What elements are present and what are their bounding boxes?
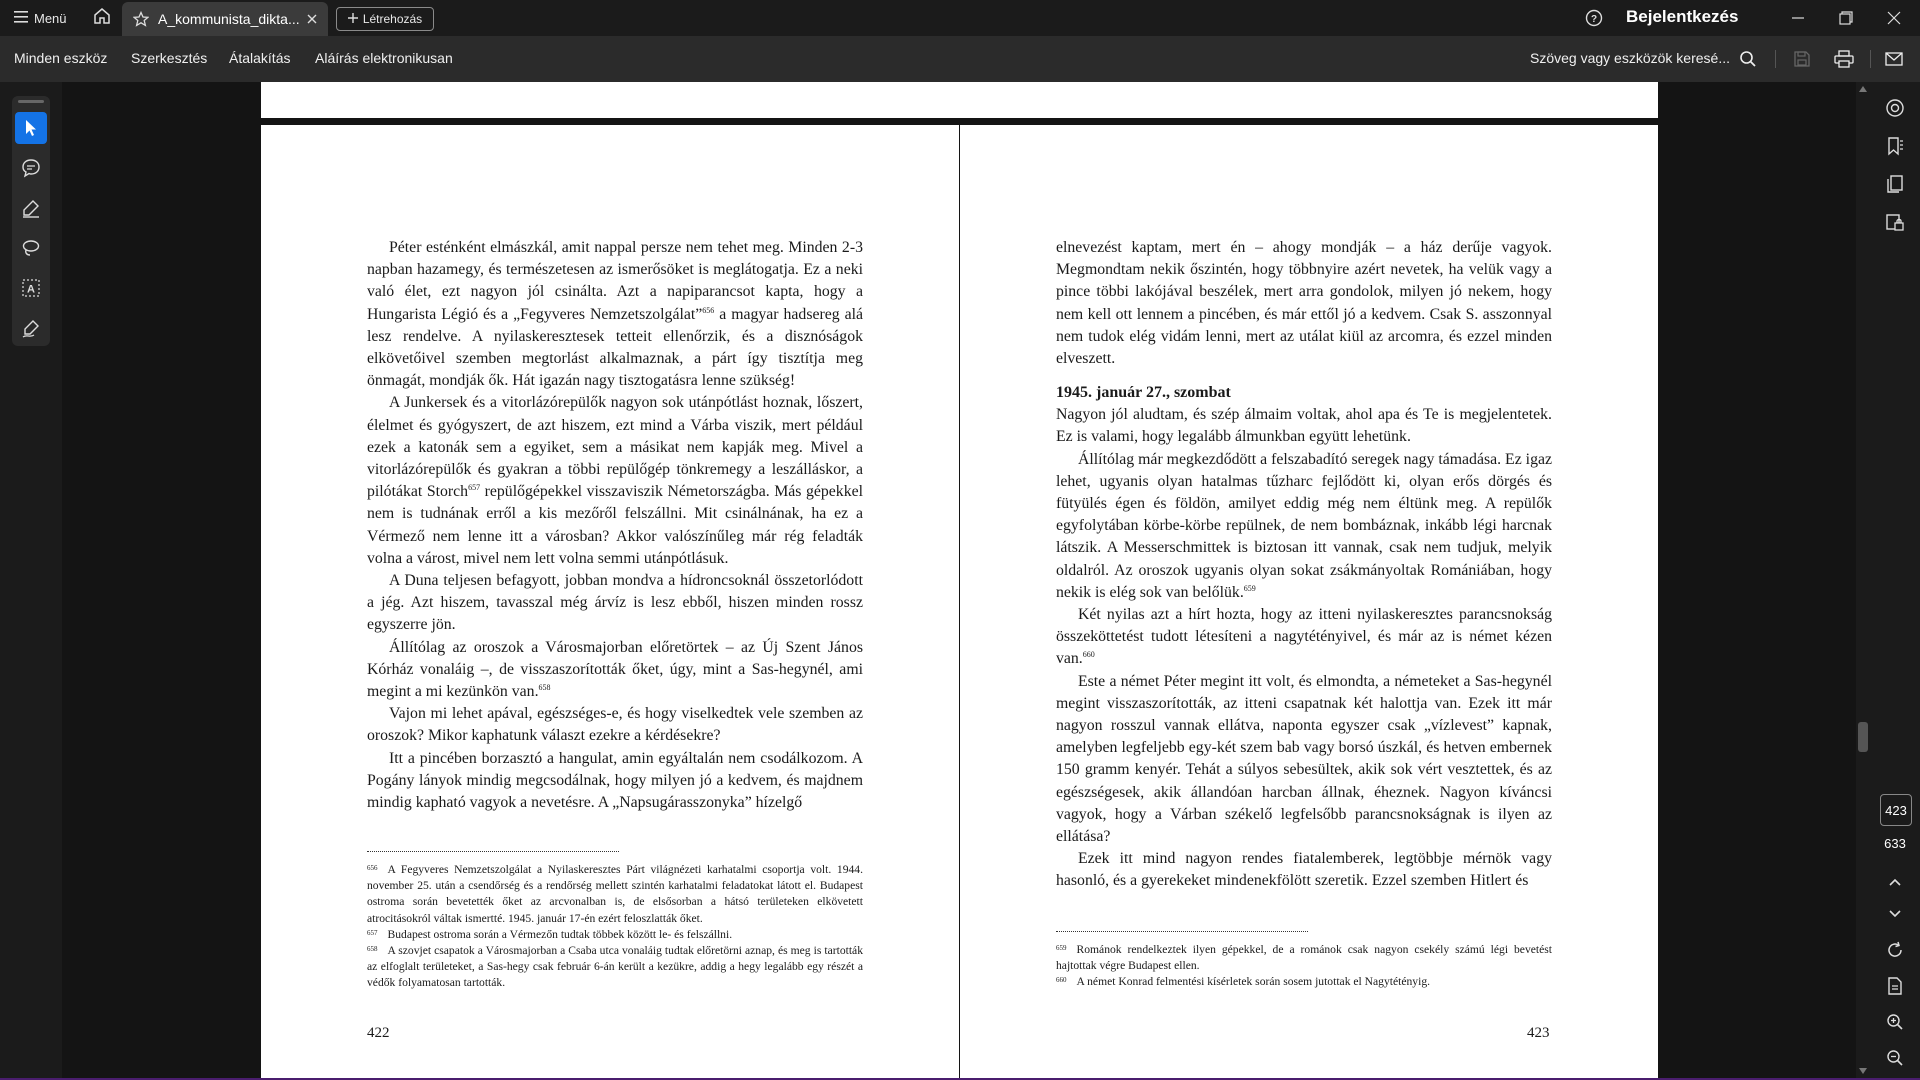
refresh-icon[interactable] — [1883, 938, 1907, 962]
menu-label: Menü — [34, 10, 67, 26]
bookmark-icon[interactable] — [1883, 134, 1907, 158]
footnote: $^{658}$ A szovjet csapatok a Városmajorban a Csaba utca vonaláig tudtak előretörni aznap, és meg is tartották az elfoglalt területeket, a Sas-hegy csak február 6-án került a kezükre, addig a hegy legalább egy részét a védők folyamatosan tartották. — [367, 944, 863, 990]
current-page-input[interactable]: 423 — [1880, 794, 1912, 826]
toolbar-all-tools[interactable]: Minden eszköz — [14, 50, 108, 66]
quick-tools-panel — [12, 96, 50, 346]
close-window-icon[interactable] — [1874, 4, 1914, 32]
cursor-icon[interactable] — [15, 112, 47, 144]
help-icon[interactable] — [1585, 9, 1603, 27]
footnote: $^{659}$ Románok rendelkeztek ilyen gépekkel, de a románok csak nagyon csekély számú légi bevetést hajtottak végre Budapest ellen. — [1056, 943, 1552, 973]
footnote: $^{660}$ A német Konrad felmentési kísérletek során sosem jutottak el Nagytétényig. — [1056, 975, 1431, 989]
paragraph: A Junkersek és a vitorlázórepülők nagyon sok utánpótlást hoznak, lőszert, élelmet és gyógyszert, de azt hiszem, ezt mind a Várba viszik, mert például ezek a katonák sem a egyiket, sem a másikat nem kapják meg. Mivel a vitorlázórepülők és gyakran a többi repülőgép tönkremegy a leszálláskor, a pilótákat Storch$^{657}$ repülőgépekkel visszaviszik Németországba. Más gépekkel nem is tudnának erről a kis mezőről felszállni. Mit csinálnának, ha ez a Vérmező nem lenne itt a városban? Akkor valószínűleg már rég feladták volna a várost, mivel nem lett volna semmi utánpótlásuk. — [367, 394, 863, 567]
star-icon[interactable] — [132, 10, 150, 28]
svg-text:A: A — [27, 283, 35, 296]
create-button[interactable] — [336, 7, 434, 31]
left-page-body — [367, 237, 863, 814]
page-number: 423 — [1527, 1025, 1550, 1041]
title-bar — [0, 0, 1920, 36]
restore-icon[interactable] — [1826, 4, 1866, 32]
tab-title: A_kommunista_dikta... — [158, 11, 300, 27]
footnote: $^{656}$ A Fegyveres Nemzetszolgálat a Nyilaskeresztes Párt világnézeti karhatalmi csoportja volt. 1944. november 25. után a csendőrség és a rendőrség mellett szintén karhatalmi feladatokat látott el. Budapest ostroma során bevetették őket az arcvonalban is, de elsősorban a hátsó területeken elkövetett atrocitásokról váltak ismertté. 1945. január 17-én ezért feloszlatták őket. — [367, 863, 863, 925]
scroll-down-icon[interactable] — [1859, 1068, 1867, 1074]
footnote-rule — [1056, 931, 1308, 932]
menu-button[interactable] — [14, 8, 67, 28]
paragraph: Állítólag már megkezdődött a felszabadító seregek nagy támadása. Ez igaz lehet, ugyanis olyan hatalmas tűzharc fejlődött ki, olyan erős dörgés és fütyülés égen és földön, amilyet eddig még nem éltünk meg. A repülők egyfolytában körbe-körbe repülnek, de nem bombáznak, inkább légi harcnak látszik. A Messerschmittek is biztosan itt vannak, csak nem tudjuk, melyik oldalról. Az oroszok ugyanis olyan sokat zsákmányoltak Romániában, hogy nekik is elég sok van belőlük.$^{659}$ — [1056, 450, 1552, 601]
footnote-ref: 659 — [1243, 583, 1256, 593]
paragraph: Péter esténként elmászkál, amit nappal persze nem tehet meg. Minden 2-3 napban hazamegy, és természetesen az ismerősöket is meglátogatja. Ez a neki való élet, ezt nagyon jól csinálta. Azt a napiparancsot kapta, hogy a Hungarista Légió és a „Fegyveres Nemzetszolgálat”$^{656}$ a magyar hadsereg alá lesz rendelve. A nyilaskeresztesek tetteit ellenőrzik, és a disznóságok elkövetőivel szemben megtorlást alkalmaznak, a párt így tisztítja meg önmagát, mondják ők. Hát igazán nagy tisztogatásra lenne szükség! — [367, 239, 863, 390]
ai-assistant-icon[interactable] — [1883, 96, 1907, 120]
panel-grip[interactable] — [18, 100, 44, 103]
pages-icon[interactable] — [1883, 172, 1907, 196]
footnote-ref: 660 — [1082, 650, 1095, 660]
page-423 — [960, 125, 1658, 1080]
right-tool-rail — [1870, 82, 1920, 1080]
minimize-icon[interactable] — [1778, 4, 1818, 32]
paragraph: Ezek itt mind nagyon rendes fiatalemberek, legtöbbje mérnök vagy hasonló, és a gyerekeket mindenekfölött szeretik. Ezzel szemben Hitlert és — [1056, 850, 1552, 890]
document-view[interactable] — [62, 82, 1856, 1080]
footnote-ref: 657 — [468, 483, 481, 493]
comment-icon[interactable] — [15, 152, 47, 184]
paragraph: Nagyon jól aludtam, és szép álmaim voltak, ahol apa és Te is megjelentetek. Ez is valami, hogy legalább álmunkban együtt lehetünk. — [1056, 406, 1552, 446]
toolbar-divider — [1775, 50, 1776, 68]
protect-icon[interactable] — [1883, 210, 1907, 234]
toolbar-divider — [1870, 50, 1871, 68]
svg-text:?: ? — [1590, 14, 1598, 25]
zoom-out-icon[interactable] — [1883, 1046, 1907, 1070]
lasso-icon[interactable] — [15, 232, 47, 264]
toolbar-e-sign[interactable]: Aláírás elektronikusan — [315, 50, 453, 66]
highlight-icon[interactable] — [15, 192, 47, 224]
search-icon[interactable] — [1736, 47, 1760, 71]
page-422 — [261, 125, 959, 1080]
text-select-icon[interactable] — [15, 272, 47, 304]
footnote: $^{657}$ Budapest ostroma során a Vérmezőn tudtak többek között le- és felszállni. — [367, 927, 733, 941]
vertical-scrollbar[interactable] — [1856, 82, 1870, 1080]
close-icon[interactable] — [304, 11, 320, 27]
toolbar-edit[interactable]: Szerkesztés — [131, 50, 208, 66]
toolbar-convert[interactable]: Átalakítás — [229, 50, 291, 66]
plus-icon — [348, 12, 358, 26]
paragraph: Két nyilas azt a hírt hozta, hogy az itteni nyilaskeresztes parancsnokság összeköttetést tudott létesíteni a nagytétényivel, és már az is német kézen van.$^{660}$ — [1056, 606, 1552, 668]
home-icon — [93, 7, 111, 30]
zoom-in-icon[interactable] — [1883, 1010, 1907, 1034]
chevron-up-icon[interactable] — [1883, 870, 1907, 894]
paragraph: A Duna teljesen befagyott, jobban mondva a hídroncsoknál összetorlódott a jég. Azt hiszem, tavasszal még árvíz is lesz ebből, hiszen minden rossz egyszerre jön. — [367, 572, 863, 634]
page-number: 422 — [367, 1025, 390, 1041]
right-footnotes — [1056, 942, 1552, 991]
document-tab[interactable] — [122, 2, 328, 36]
paragraph: Vajon mi lehet apával, egészséges-e, és hogy viselkedtek vele szemben az oroszok? Mikor kaphatunk választ ezekre a kérdésekre? — [367, 705, 863, 745]
create-label: Létrehozás — [362, 12, 423, 26]
chevron-down-icon[interactable] — [1883, 902, 1907, 926]
footnote-rule — [367, 851, 619, 852]
mail-icon[interactable] — [1882, 47, 1906, 71]
scrollbar-thumb[interactable] — [1858, 722, 1868, 752]
paragraph: elnevezést kaptam, mert én – ahogy mondják – a ház derűje vagyok. Megmondtam nekik őszintén, hogy többnyire azért nevetek, ha velük vagy a pince többi lakójával beszélek, mert arra gondolok, milyen jó nekem, hogy nem kell ott lennem a pincében, és már ettől jó a kedvem. Csak S. asszonnyal nem tudok elég vidám lenni, mert az utálat kiül az arcomra, és ezzel minden elveszett. — [1056, 239, 1552, 368]
previous-spread — [261, 82, 1658, 118]
home-button[interactable] — [90, 6, 114, 30]
paragraph: Itt a pincében borzasztó a hangulat, amin egyáltalán nem csodálkozom. A Pogány lányok mindig megcsodálnak, hogy milyen jó a kedvem, és majdnem mindig kapható vagyok a nevetésre. A „Napsugárasszonyka” hízelgő — [367, 749, 863, 812]
menu-icon — [14, 11, 28, 26]
paragraph: Este a német Péter megint itt volt, és elmondta, a németeket a Sas-hegynél megint visszaszorították, az itteni csapatnak két halottja van. Ezek itt már nagyon rosszul vannak ellátva, naponta egyszer csak „vízlevest” kapnak, amelyben legfeljebb egy-két szem bab vagy borsó úszkál, és hetven embernek 150 gramm kenyér. Tehát a súlyos sebesültek, akik sok vért vesztettek, és az egészségesek, akik állandóan harcban állnak, éheznek. Nagyon kíváncsi vagyok, hogy a Várban székelő legfelsőbb parancsnokságnak is ilyen az ellátása? — [1056, 672, 1552, 846]
right-page-body — [1056, 237, 1552, 893]
sign-icon[interactable] — [15, 312, 47, 344]
left-footnotes — [367, 862, 863, 992]
main-toolbar — [0, 36, 1920, 82]
footnote-ref: 658 — [538, 683, 551, 693]
total-pages: 633 — [1884, 836, 1906, 851]
sign-in-button[interactable]: Bejelentkezés — [1626, 7, 1739, 26]
footnote-ref: 656 — [702, 305, 715, 315]
scroll-up-icon[interactable] — [1859, 86, 1867, 92]
paragraph: Állítólag az oroszok a Városmajorban előretörtek – az Új Szent János Kórház vonaláig –, de visszaszorították őket, úgy, mint a Sas-hegynél, ami megint a mi kezünkön van.$^{658}$ — [367, 638, 863, 701]
search-field[interactable]: Szöveg vagy eszközök keresé... — [1530, 50, 1730, 66]
page-thumbnail-icon[interactable] — [1883, 974, 1907, 998]
save-icon[interactable] — [1790, 47, 1814, 71]
print-icon[interactable] — [1832, 47, 1856, 71]
diary-date-heading: 1945. január 27., szombat — [1056, 384, 1231, 402]
